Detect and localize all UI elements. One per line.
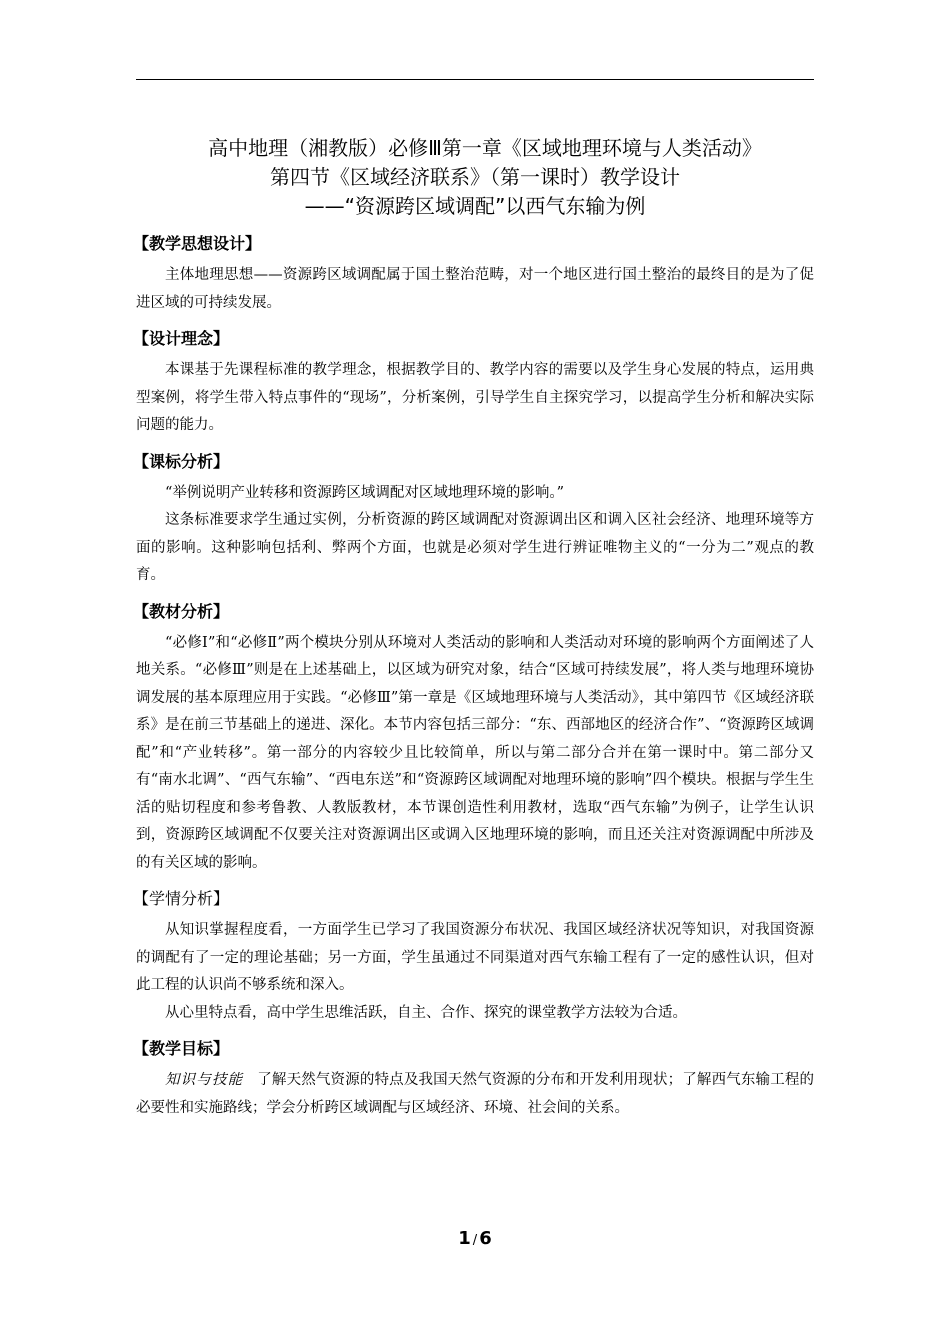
section-design-concept — [133, 327, 814, 440]
paragraph: 本课基于先课程标准的教学理念，根据教学目的、教学内容的需要以及学生身心发展的特点，运用典型案例，将学生带入特点事件的“现场”，分析案例，引导学生自主探究学习，以提高学生分析和解决实际问题的能力。 — [136, 362, 814, 433]
title-line-1: 高中地理（湘教版）必修Ⅲ第一章《区域地理环境与人类活动》 — [208, 136, 762, 160]
document-body — [133, 232, 815, 1132]
section-teaching-idea — [133, 232, 814, 317]
page-current: 1 — [458, 1228, 471, 1249]
section-heading: 【课标分析】 — [133, 451, 230, 471]
title-line-2: 第四节《区域经济联系》（第一课时）教学设计 — [270, 165, 680, 189]
paragraph: 从知识掌握程度看，一方面学生已学习了我国资源分布状况、我国区域经济状况等知识，对我国资源的调配有了一定的理论基础；另一方面，学生虽通过不同渠道对西气东输工程有了一定的感性认识，但对此工程的认识尚不够系统和深入。 — [136, 922, 814, 993]
section-heading: 【教学思想设计】 — [133, 234, 262, 253]
paragraph: “必修Ⅰ”和“必修Ⅱ”两个模块分别从环境对人类活动的影响和人类活动对环境的影响两个方面阐述了人地关系。“必修Ⅲ”则是在上述基础上，以区域为研究对象，结合“区域可持续发展”，将人类与地理环境协调发展的基本原理应用于实践。“必修Ⅲ”第一章是《区域地理环境与人类活动》，其中第四节《区域经济联系》是在前三节基础上的递进、深化。本节内容包括三部分：“东、西部地区的经济合作”、“资源跨区域调配”和“产业转移”。第一部分的内容较少且比较简单，所以与第二部分合并在第一课时中。第二部分又有“南水北调”、“西气东输”、“西电东送”和“资源跨区域调配对地理环境的影响”四个模块。根据与学生生活的贴切程度和参考鲁教、人教版教材，本节课创造性利用教材，选取“西气东输”为例子，让学生认识到，资源跨区域调配不仅要关注对资源调出区或调入区地理环境的影响，而且还关注对资源调配中所涉及的有关区域的影响。 — [136, 634, 814, 871]
paragraph: 这条标准要求学生通过实例，分析资源的跨区域调配对资源调出区和调入区社会经济、地理环境等方面的影响。这种影响包括利、弊两个方面，也就是必须对学生进行辨证唯物主义的“一分为二”观点的教育。 — [136, 512, 814, 583]
section-heading: 【教学目标】 — [133, 1039, 230, 1058]
section-learner-analysis — [133, 887, 814, 1027]
paragraph: 主体地理思想——资源跨区域调配属于国土整治范畴，对一个地区进行国土整治的最终目的是为了促进区域的可持续发展。 — [136, 267, 814, 311]
section-heading: 【教材分析】 — [133, 601, 230, 621]
section-heading: 【设计理念】 — [133, 329, 230, 348]
page-total: 6 — [479, 1228, 492, 1249]
title-line-3: ——“资源跨区域调配”以西气东输为例 — [304, 194, 646, 218]
paragraph: “举例说明产业转移和资源跨区域调配对区域地理环境的影响。” — [165, 484, 565, 501]
paragraph: 从心里特点看，高中学生思维活跃，自主、合作、探究的课堂教学方法较为合适。 — [165, 1004, 687, 1021]
paragraph — [136, 1067, 814, 1122]
section-teaching-goals — [133, 1037, 815, 1122]
section-textbook-analysis — [133, 600, 814, 878]
goal-label: 知识与技能 — [165, 1072, 244, 1088]
document-title — [136, 134, 814, 221]
page-number — [0, 1228, 950, 1249]
goal-text: 了解天然气资源的特点及我国天然气资源的分布和开发利用现状；了解西气东输工程的必要性和实施路线；学会分析跨区域调配与区域经济、环境、社会间的关系。 — [136, 1072, 815, 1116]
header-rule — [136, 79, 814, 80]
page-separator: / — [472, 1233, 478, 1248]
section-heading: 【学情分析】 — [133, 889, 230, 908]
section-standard-analysis — [133, 450, 814, 590]
